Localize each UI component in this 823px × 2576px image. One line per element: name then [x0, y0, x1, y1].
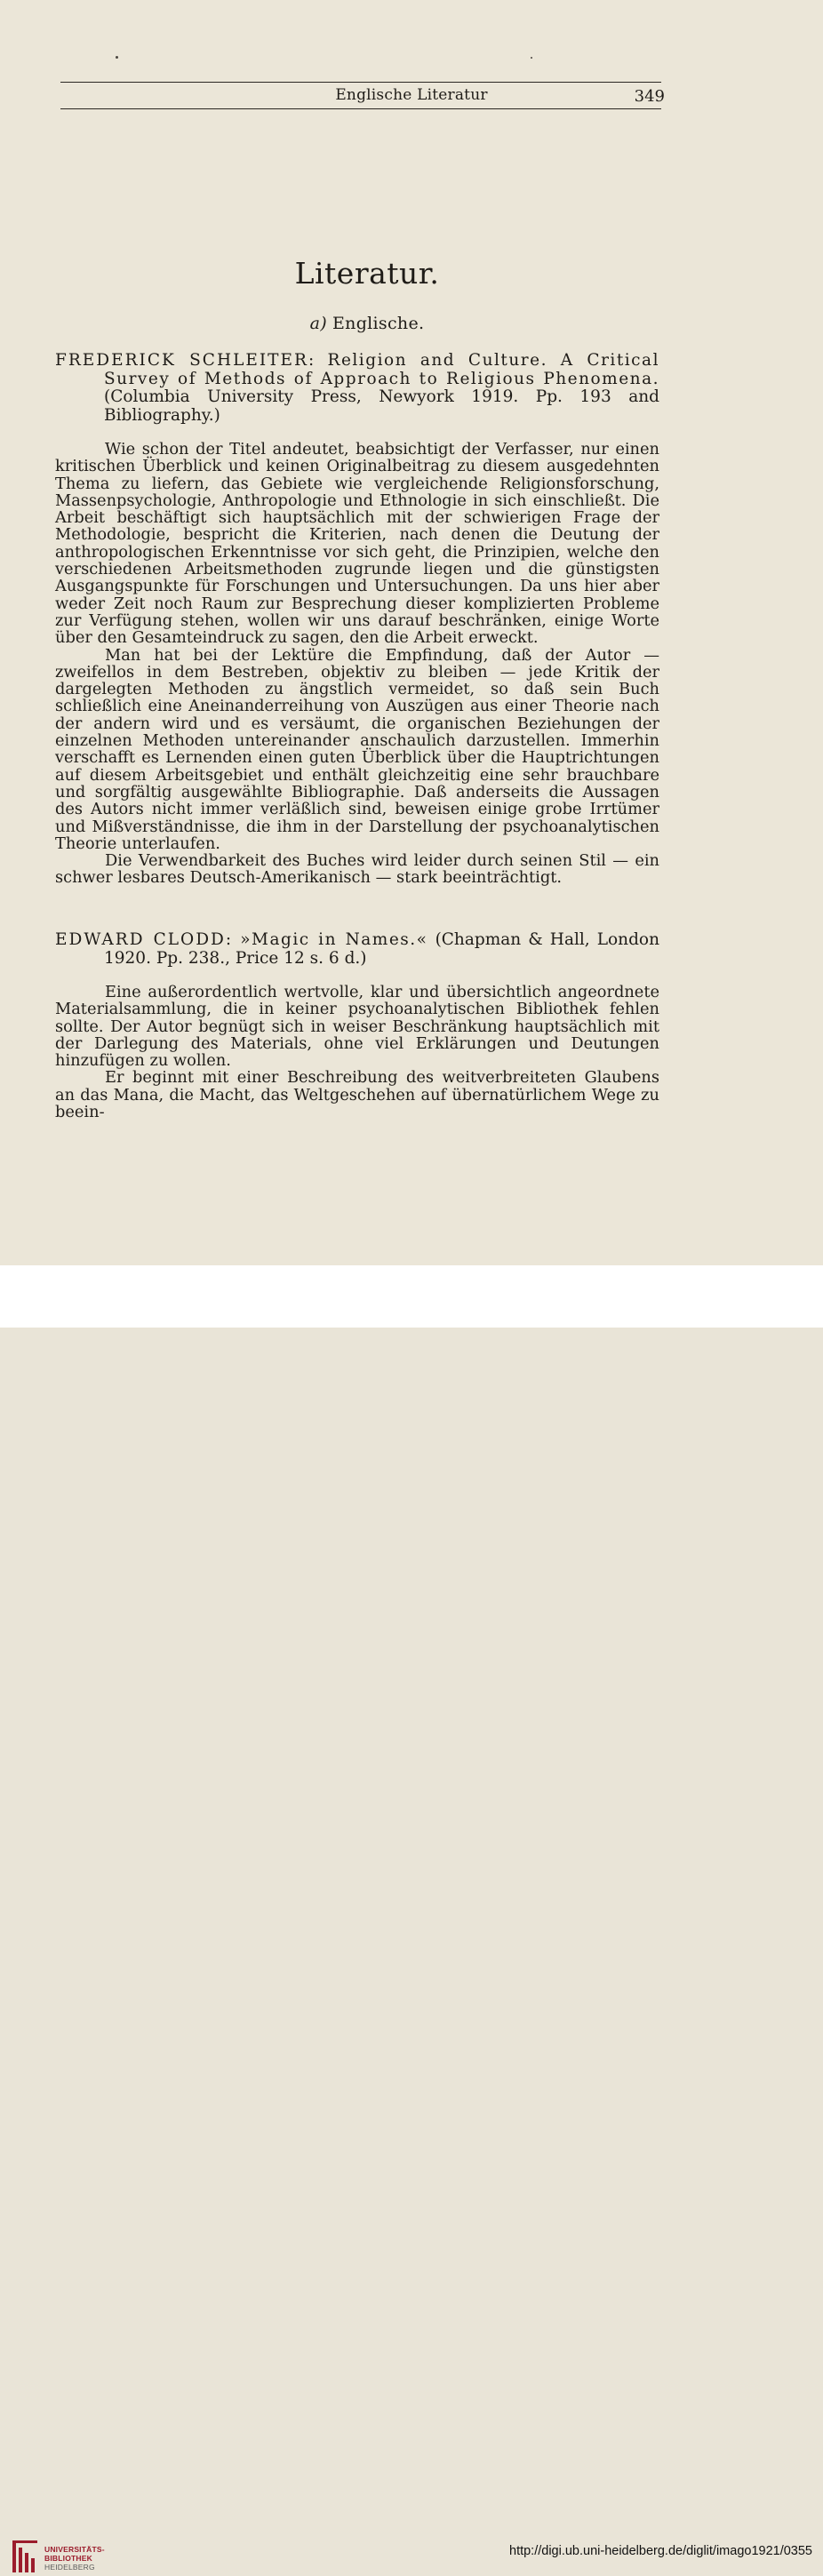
scan-speck [116, 56, 118, 59]
running-title: Englische Literatur [335, 86, 488, 104]
logo-line: BIBLIOTHEK [44, 2554, 92, 2563]
header-rule-bottom [60, 108, 661, 109]
library-logo-text [44, 2545, 151, 2572]
logo-line: UNIVERSITÄTS- [44, 2545, 105, 2554]
author: FREDERICK SCHLEITER: [55, 351, 316, 370]
author: EDWARD CLODD: [55, 930, 234, 949]
publication-details: (Columbia University Press, Newyork 1919. Pp. 193 and Bibliography.) [104, 387, 659, 425]
logo-line: HEIDELBERG [44, 2563, 95, 2572]
source-url-link[interactable]: http://digi.ub.uni-heidelberg.de/diglit/imago1921/0355 [509, 2544, 812, 2558]
publication-details: (Chapman & Hall, London 1920. Pp. 238., Price 12 s. 6 d.) [104, 930, 659, 968]
review-paragraph: Eine außerordentlich wertvolle, klar und übersichtlich angeordnete Materialsammlung, die in keiner psychoanalytischen Bibliothek fehlen sollte. Der Autor begnügt sich in weiser Beschränkung hauptsächlich mit der Darlegung des Materials, ohne viel Erklärungen und Deutungen hinzufügen zu wollen. [55, 983, 659, 1071]
review-entry [55, 931, 659, 1121]
subsection-title [0, 314, 734, 333]
footer-bar [0, 1265, 823, 2572]
book-title: Religion and Culture. A Critical Survey of Methods of Approach to Religious Phenomena. [104, 351, 659, 388]
review-paragraph: Die Verwendbarkeit des Buches wird leider durch seinen Stil — ein schwer lesbares Deutsch-Amerikanisch — stark beeinträchtigt. [55, 851, 659, 888]
subsection-marker: a) [309, 314, 327, 333]
review-paragraph: Man hat bei der Lektüre die Empfindung, daß der Autor — zweifellos in dem Bestreben, objektiv zu bleiben — jede Kritik der dargelegten Methoden zu ängstlich vermeidet, so daß sein Buch schließlich eine Aneinanderreihung von Auszügen aus einer Theorie nach der andern wird und es versäumt, die organischen Beziehungen der einzelnen Methoden untereinander anschaulich darzustellen. Immerhin verschafft es Lernenden einen guten Überblick über die Hauptrichtungen auf diesem Arbeitsgebiet und enthält gleichzeitig eine sehr brauchbare und sorgfältig ausgewählte Bibliographie. Daß anderseits die Aussagen des Autors nicht immer verläßlich sind, beweisen einige grobe Irrtümer und Mißverständnisse, die ihm in der Darstellung der psychoanalytischen Theorie unterlaufen. [55, 645, 659, 853]
section-title: Literatur. [294, 256, 440, 291]
scanned-page [0, 0, 823, 1265]
review-paragraph: Er beginnt mit einer Beschreibung des weitverbreiteten Glaubens an das Mana, die Macht, das Weltgeschehen auf übernatürlichem Wege zu beein- [55, 1068, 659, 1122]
review-entry [55, 352, 659, 887]
page-number: 349 [634, 87, 665, 106]
citation [55, 352, 659, 425]
review-paragraph: Wie schon der Titel andeutet, beabsichtigt der Verfasser, nur einen kritischen Überblick und keinen Originalbeitrag zu diesem ausgedehnten Thema zu liefern, das Gebiete wie vergleichende Religionsforschung, Massenpsychologie, Anthropologie und Ethnologie in sich einschließt. Die Arbeit beschäftigt sich hauptsächlich mit der schwierigen Frage der Methodologie, bespricht die Kriterien, nach denen die Deutung der anthropologischen Erkenntnisse vor sich geht, die Prinzipien, welche den verschiedenen Arbeitsmethoden zugrunde liegen und die günstigsten Ausgangspunkte für Forschungen und Untersuchungen. Da uns hier aber weder Zeit noch Raum zur Besprechung dieser komplizierten Probleme zur Verfügung stehen, wollen wir uns darauf beschränken, einige Worte über den Gesamteindruck zu sagen, den die Arbeit erweckt. [55, 440, 659, 648]
citation [55, 931, 659, 968]
university-library-logo-icon [11, 2539, 41, 2576]
header-rule-top [60, 82, 661, 83]
book-title: »Magic in Names.« [240, 930, 428, 949]
subsection-label: Englische. [332, 314, 425, 333]
scan-speck [531, 57, 532, 59]
